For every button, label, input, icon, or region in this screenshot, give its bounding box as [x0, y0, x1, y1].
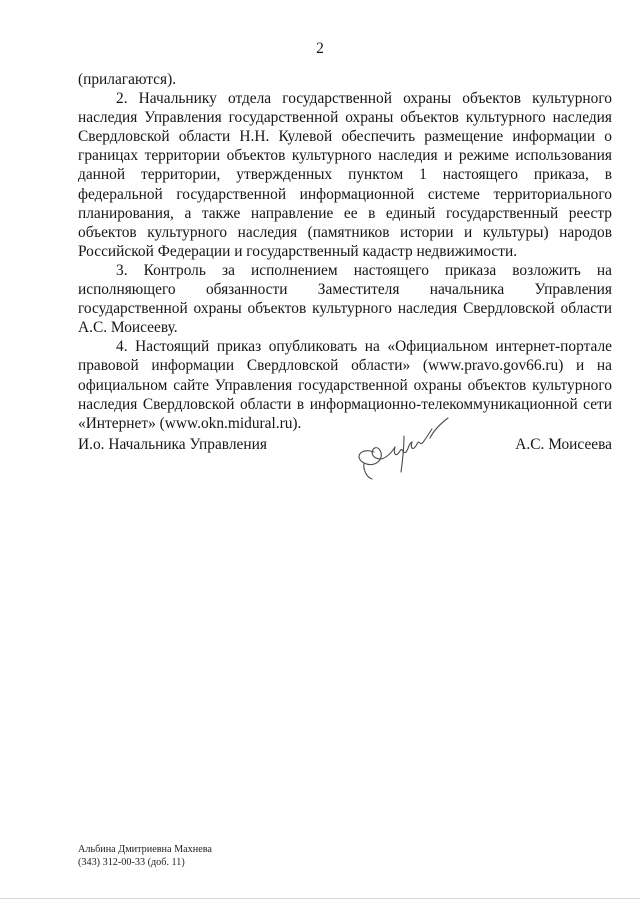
handwritten-signature	[346, 414, 456, 482]
scan-edge	[0, 898, 640, 899]
paragraph-item-2: 2. Начальнику отдела государственной охраны объектов культурного наследия Управления государственной охраны объектов культурного наследия Свердловской области Н.Н. Кулевой обеспечить размещение информации о границах территории объектов культурного наследия и режиме использования данной территории, утвержденных пунктом 1 настоящего приказа, в федеральной государственной информационной системе территориального планирования, а также направление ее в единый государственный реестр объектов культурного наследия (памятников истории и культуры) народов Российской Федерации и государственный кадастр недвижимости.	[78, 90, 612, 260]
executor-info	[78, 843, 212, 869]
signature-block	[78, 436, 612, 476]
signatory-position: И.о. Начальника Управления	[78, 436, 267, 453]
paragraph-item-4: 4. Настоящий приказ опубликовать на «Официальном интернет-портале правовой информации Свердловской области» (www.pravo.gov66.ru) и на официальном сайте Управления государственной охраны объектов культурного наследия Свердловской области в информационно-телекоммуникационной сети «Интернет» (www.okn.midural.ru).	[78, 338, 612, 432]
page-number: 2	[316, 40, 324, 57]
signatory-name: А.С. Моисеева	[515, 436, 612, 453]
paragraph-continuation: (прилагаются).	[78, 71, 177, 88]
document-body	[78, 70, 612, 433]
paragraph-item-3: 3. Контроль за исполнением настоящего приказа возложить на исполняющего обязанности Заместителя начальника Управления государственной охраны объектов культурного наследия Свердловской области А.С. Моисееву.	[78, 261, 612, 337]
executor-name: Альбина Дмитриевна Махнева	[78, 844, 212, 855]
executor-phone: (343) 312-00-33 (доб. 11)	[78, 857, 185, 868]
